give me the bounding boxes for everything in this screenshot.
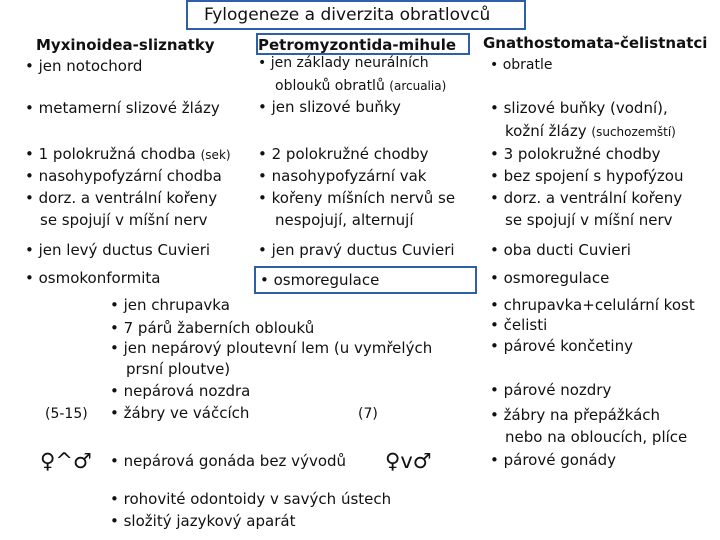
gna-roots-2: se spojují v míšní nerv [505, 211, 673, 229]
gna-slime-cells-2 [505, 124, 676, 139]
cyc-cartilage: • jen chrupavka [110, 296, 230, 314]
cyc-gill-arches: • 7 párů žaberních oblouků [110, 319, 315, 337]
column-header-gnathostomata: Gnathostomata-čelistnatci [483, 34, 708, 52]
column-header-petromyzontida: Petromyzontida-mihule [258, 36, 457, 54]
myx-semicircular [25, 147, 231, 162]
pet-ductus: • jen pravý ductus Cuvieri [258, 241, 455, 259]
myx-notochord: • jen notochord [25, 57, 143, 75]
gna-slime-cells-1: • slizové buňky (vodní), [490, 99, 668, 117]
pet-slime-cells: • jen slizové buňky [258, 98, 401, 116]
myx-roots-1: • dorz. a ventrální kořeny [25, 189, 218, 207]
gna-hypophysis: • bez spojení s hypofýzou [490, 167, 684, 185]
cyc-nostril: • nepárová nozdra [110, 382, 251, 400]
gna-roots-1: • dorz. a ventrální kořeny [490, 189, 683, 207]
gna-bone: • chrupavka+celulární kost [490, 296, 695, 314]
myx-slime-glands: • metamerní slizové žlázy [25, 99, 220, 117]
cyc-odontoids: • rohovité odontoidy v savých ústech [110, 490, 392, 508]
myx-hermaphrodite-symbol: ♀^♂ [40, 449, 92, 473]
pet-neural-arches-2-text: oblouků obratlů [275, 78, 385, 94]
cyc-gill-pouches: • žábry ve váčcích [110, 404, 250, 422]
pet-gill-count: (7) [358, 406, 378, 422]
gna-vertebrae: • obratle [490, 57, 553, 73]
pet-separate-sexes-symbol: ♀v♂ [385, 449, 432, 473]
pet-neural-arches-1: • jen základy neurálních [258, 55, 429, 71]
pet-osmoregulation: • osmoregulace [260, 271, 380, 289]
gna-gills-1: • žábry na přepážkách [490, 406, 661, 424]
myx-roots-2: se spojují v míšní nerv [40, 211, 208, 229]
cyc-tongue: • složitý jazykový aparát [110, 512, 296, 530]
gna-semicircular: • 3 polokružné chodby [490, 145, 661, 163]
myx-osmoconformity: • osmokonformita [25, 269, 161, 287]
cyc-fin-fold-2: prsní ploutve) [126, 360, 231, 378]
myx-gill-count: (5-15) [45, 406, 88, 422]
cyc-fin-fold-1: • jen nepárový ploutevní lem (u vymřelých [110, 339, 433, 357]
myx-nasohypophyseal: • nasohypofyzární chodba [25, 167, 222, 185]
pet-semicircular: • 2 polokružné chodby [258, 145, 429, 163]
gna-gills-2: nebo na obloucích, plíce [505, 428, 688, 446]
gna-limbs: • párové končetiny [490, 337, 633, 355]
pet-nasohypophyseal: • nasohypofyzární vak [258, 167, 427, 185]
page-title: Fylogeneze a diverzita obratlovců [204, 5, 491, 25]
pet-roots-2: nespojují, alternují [275, 211, 414, 229]
gna-nostrils: • párové nozdry [490, 381, 612, 399]
gna-terrestrial: (suchozemští) [591, 125, 676, 139]
myx-ductus: • jen levý ductus Cuvieri [25, 241, 211, 259]
pet-arcualia: (arcualia) [389, 79, 447, 93]
gna-skin-glands-text: kožní žlázy [505, 122, 587, 140]
gna-jaws: • čelisti [490, 316, 548, 334]
column-header-myxinoidea: Myxinoidea-sliznatky [36, 36, 215, 54]
gna-gonads: • párové gonády [490, 451, 617, 469]
cyc-gonad: • nepárová gonáda bez vývodů [110, 452, 347, 470]
pet-roots-1: • kořeny míšních nervů se [258, 189, 456, 207]
myx-sek: (sek) [200, 148, 231, 162]
pet-neural-arches-2 [275, 79, 446, 93]
gna-osmoregulation: • osmoregulace [490, 269, 610, 287]
myx-semicircular-text: • 1 polokružná chodba [25, 145, 196, 163]
gna-ductus: • oba ducti Cuvieri [490, 241, 631, 259]
